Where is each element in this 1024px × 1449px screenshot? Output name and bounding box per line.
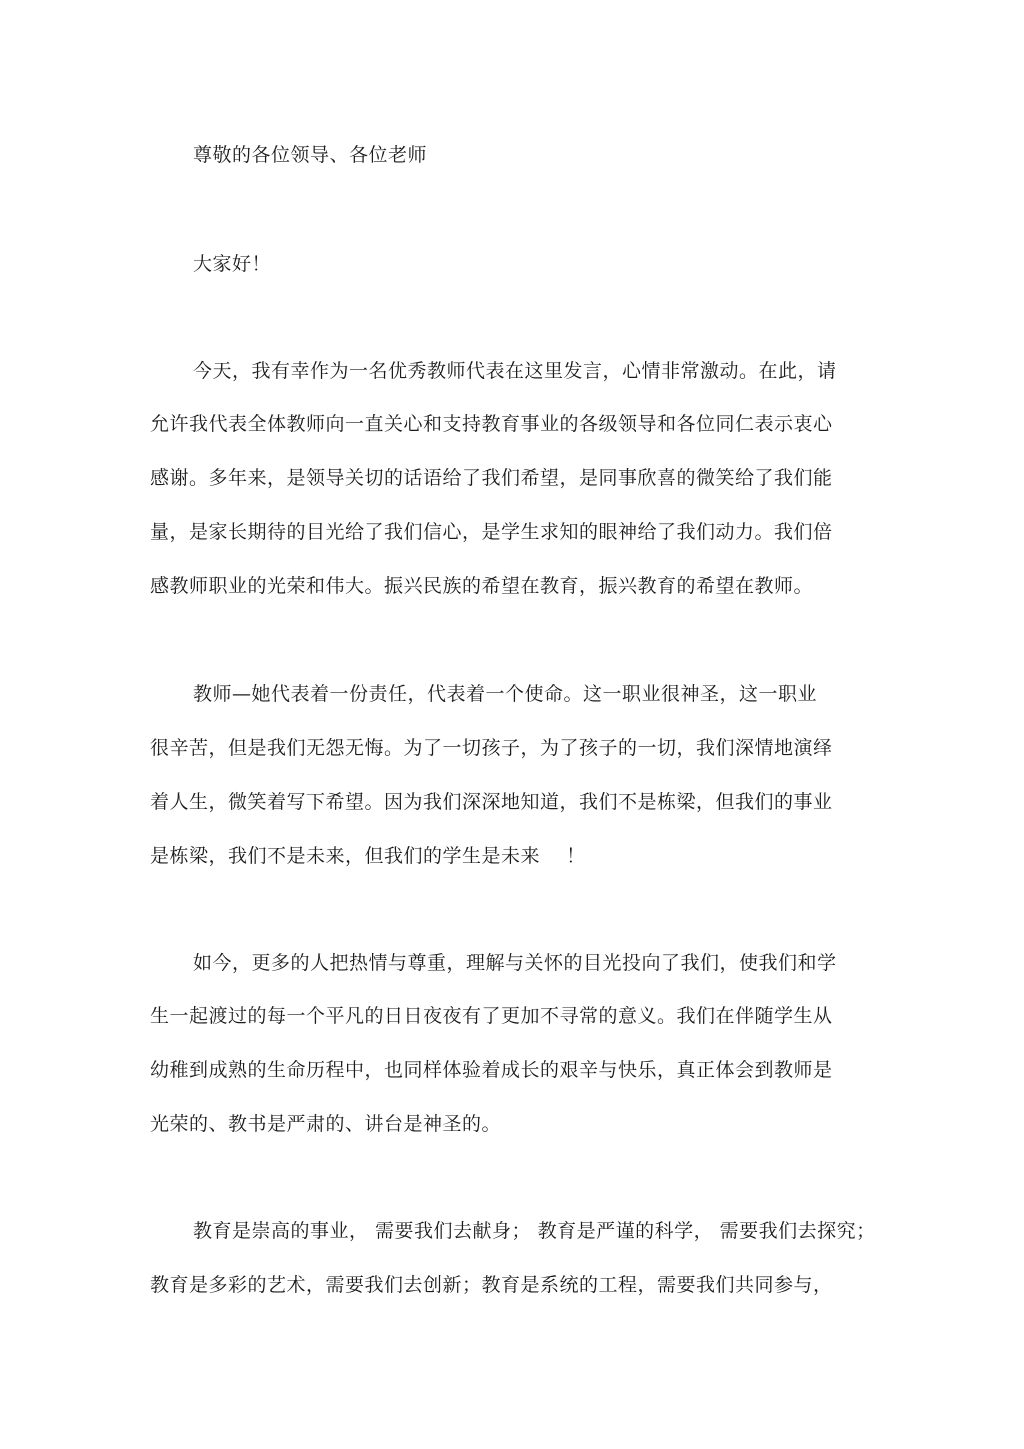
greeting: 大家好！ (193, 253, 272, 275)
paragraph-line: 光荣的、教书是严肃的、讲台是神圣的。 (150, 1113, 502, 1135)
paragraph-line: 如今，更多的人把热情与尊重，理解与关怀的目光投向了我们，使我们和学 (193, 952, 837, 974)
paragraph-line: 教育是多彩的艺术，需要我们去创新；教育是系统的工程，需要我们共同参与， (150, 1274, 833, 1296)
paragraph-line: 幼稚到成熟的生命历程中，也同样体验着成长的艰辛与快乐，真正体会到教师是 (150, 1059, 833, 1081)
salutation: 尊敬的各位领导、各位老师 (193, 144, 428, 166)
paragraph-line: 生一起渡过的每一个平凡的日日夜夜有了更加不寻常的意义。我们在伴随学生从 (150, 1005, 833, 1027)
paragraph-line: 允许我代表全体教师向一直关心和支持教育事业的各级领导和各位同仁表示衷心 (150, 413, 833, 435)
paragraph-line: 感谢。多年来，是领导关切的话语给了我们希望，是同事欣喜的微笑给了我们能 (150, 467, 833, 489)
paragraph-line: 教育是崇高的事业， 需要我们去献身； 教育是严谨的科学， 需要我们去探究； (193, 1220, 876, 1242)
paragraph-line: 着人生，微笑着写下希望。因为我们深深地知道，我们不是栋梁，但我们的事业 (150, 791, 833, 813)
paragraph-line: 量，是家长期待的目光给了我们信心，是学生求知的眼神给了我们动力。我们倍 (150, 521, 833, 543)
paragraph-line: 今天，我有幸作为一名优秀教师代表在这里发言，心情非常激动。在此，请 (193, 360, 837, 382)
paragraph-line: 教师—她代表着一份责任，代表着一个使命。这一职业很神圣，这一职业 (193, 683, 818, 705)
paragraph-line: 感教师职业的光荣和伟大。振兴民族的希望在教育，振兴教育的希望在教师。 (150, 575, 814, 597)
paragraph-line: 是栋梁，我们不是未来，但我们的学生是未来 ！ (150, 845, 586, 867)
paragraph-line: 很辛苦，但是我们无怨无悔。为了一切孩子，为了孩子的一切，我们深情地演绎 (150, 737, 833, 759)
